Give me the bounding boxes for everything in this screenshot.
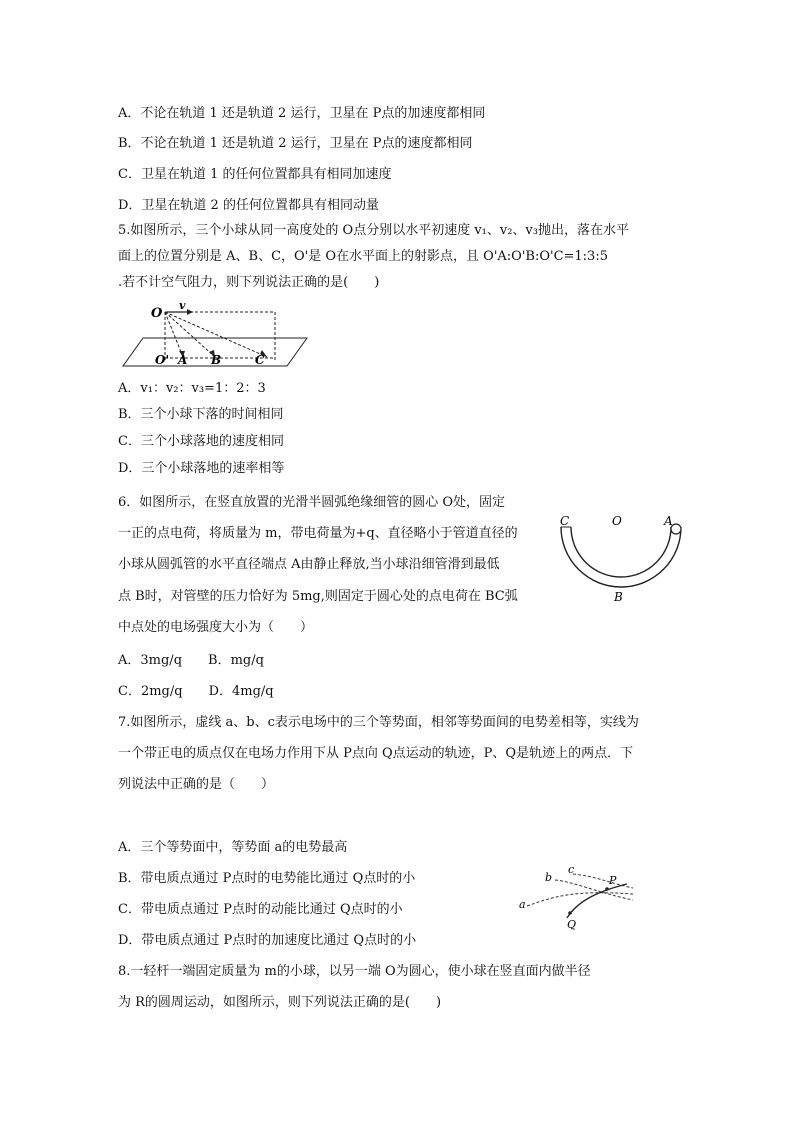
q8-stem-line-1: 8.一轻杆一端固定质量为 m的小球，以另一端 O为圆心，使小球在竖直面内做半径 [118, 964, 591, 979]
q7-stem-line-1: 7.如图所示，虚线 a、b、c表示电场中的三个等势面，相邻等势面间的电势差相等，实线为 [118, 715, 639, 730]
label-a: a [519, 898, 526, 911]
q7-option-a: A．三个等势面中，等势面 a的电势最高 [118, 840, 348, 855]
q7-equipotential-figure [515, 862, 645, 932]
label-o: O [151, 306, 163, 321]
q4-option-b: B．不论在轨道 1 还是轨道 2 运行，卫星在 P点的速度都相同 [118, 136, 473, 151]
label-o-prime: O' [155, 353, 170, 367]
q4-option-d: D．卫星在轨道 2 的任何位置都具有相同动量 [118, 198, 379, 213]
q6-stem-line-2: 一正的点电荷，将质量为 m，带电荷量为+q、直径略小于管道直径的 [118, 526, 518, 541]
q5-option-c: C．三个小球落地的速度相同 [118, 434, 284, 449]
label-v: v [179, 299, 186, 312]
q5-stem-line-1: 5.如图所示，三个小球从同一高度处的 O点分别以水平初速度 v₁、v₂、v₃抛出，落在水平 [118, 223, 629, 238]
label-o: O [612, 514, 622, 528]
q5-stem-line-3: .若不计空气阻力，则下列说法正确的是( ) [118, 275, 380, 290]
q7-option-d: D．带电质点通过 P点时的加速度比通过 Q点时的小 [118, 933, 417, 948]
q6-stem-line-1: 6．如图所示，在竖直放置的光滑半圆弧绝缘细管的圆心 O处，固定 [118, 495, 506, 510]
label-a: A [178, 353, 188, 367]
q7-stem-line-2: 一个带正电的质点仅在电场力作用下从 P点向 Q点运动的轨迹，P、Q是轨迹上的两点．下 [118, 746, 634, 761]
q7-stem-line-3: 列说法中正确的是（ ） [118, 777, 275, 792]
q7-option-c: C．带电质点通过 P点时的动能比通过 Q点时的小 [118, 902, 403, 917]
label-a: A [664, 514, 673, 528]
label-b: b [545, 871, 553, 884]
label-p: P [609, 874, 617, 887]
q5-option-b: B．三个小球下落的时间相同 [118, 407, 284, 422]
q6-stem-line-5: 中点处的电场强度大小为（ ） [118, 620, 314, 635]
q5-option-a: A．v₁：v₂：v₃=1：2：3 [118, 381, 266, 396]
label-c: C [560, 514, 570, 528]
q5-stem-line-2: 面上的位置分别是 A、B、C，O'是 O在水平面上的射影点，且 O'A:O'B:O'C=1:3:5 [118, 249, 608, 264]
label-b: B [614, 590, 623, 604]
label-c: C [255, 353, 265, 367]
label-c: c [568, 863, 575, 876]
q6-stem-line-4: 点 B时，对管壁的压力恰好为 5mg,则固定于圆心处的点电荷在 BC弧 [118, 589, 518, 604]
q6-stem-line-3: 小球从圆弧管的水平直径端点 A由静止释放,当小球沿细管滑到最低 [118, 557, 500, 572]
q4-option-a: A．不论在轨道 1 还是轨道 2 运行，卫星在 P点的加速度都相同 [118, 106, 486, 121]
q6-semicircle-tube-figure [556, 515, 686, 605]
label-q: Q [567, 918, 577, 931]
q7-option-b: B．带电质点通过 P点时的电势能比通过 Q点时的小 [118, 871, 416, 886]
q8-stem-line-2: 为 R的圆周运动，如图所示，则下列说法正确的是( ) [118, 995, 442, 1010]
q6-options-row-2: C．2mg/q D．4mg/q [118, 684, 274, 699]
label-b: B [211, 353, 222, 367]
q4-option-c: C．卫星在轨道 1 的任何位置都具有相同加速度 [118, 167, 392, 182]
q5-projectile-figure [115, 300, 315, 370]
q6-options-row-1: A．3mg/q B．mg/q [118, 653, 264, 668]
q5-option-d: D．三个小球落地的速率相等 [118, 461, 285, 476]
